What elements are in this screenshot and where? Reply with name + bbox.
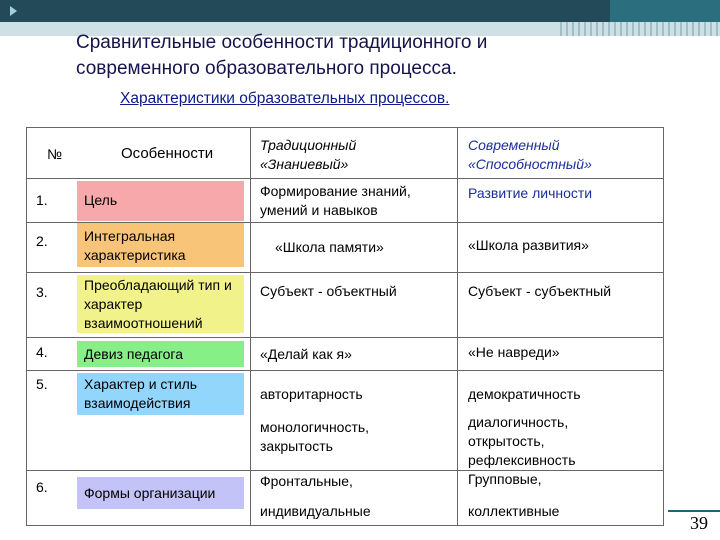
grid-hline: [26, 178, 664, 179]
row-feature: Интегральная характеристика: [84, 228, 186, 263]
row-number: 5.: [36, 376, 48, 392]
slide-title: [76, 30, 636, 82]
grid-vline-1: [26, 127, 27, 525]
row-traditional-extra: монологичность, закрытость: [260, 419, 370, 454]
row-traditional: Фронтальные,: [260, 473, 353, 489]
grid-hline-top: [26, 127, 664, 128]
row-modern: Развитие личности: [468, 185, 593, 201]
row-modern: «Не навреди»: [468, 344, 560, 360]
header-number: №: [47, 146, 63, 162]
play-triangle-icon: [10, 6, 17, 16]
row-feature: Характер и стиль взаимодействия: [84, 376, 198, 411]
header-bar-accent: [610, 0, 720, 22]
row-modern: демократичность: [468, 386, 581, 402]
header-modern-line1: Современный: [468, 137, 560, 153]
row-traditional: Формирование знаний, умений и навыков: [260, 183, 411, 218]
header-modern-line2: «Способностный»: [468, 156, 592, 172]
row-number: 4.: [36, 344, 48, 360]
page-number: 39: [690, 513, 708, 533]
grid-hline: [26, 272, 664, 273]
title-line-1: Сравнительные особенности традиционного и: [76, 32, 488, 53]
row-modern: Субъект - субъектный: [468, 283, 612, 299]
footer-line: [668, 510, 720, 512]
row-number: 3.: [36, 284, 48, 300]
row-modern: «Школа развития»: [468, 237, 589, 253]
row-modern-second: коллективные: [468, 503, 560, 519]
row-feature: Преобладающий тип и характер взаимоотношений: [84, 277, 232, 331]
row-feature: Цель: [84, 192, 118, 208]
header-modern: [468, 136, 592, 174]
grid-hline: [26, 370, 664, 371]
grid-vline-3: [457, 127, 458, 525]
row-feature: Формы организации: [84, 485, 216, 501]
header-traditional-line2: «Знаниевый»: [260, 156, 349, 172]
row-traditional: «Школа памяти»: [275, 239, 384, 255]
row-modern: Групповые,: [468, 471, 542, 487]
title-line-2: современного образовательного процесса.: [76, 58, 457, 79]
grid-hline: [26, 337, 664, 338]
row-traditional: «Делай как я»: [260, 346, 352, 362]
slide-subtitle: Характеристики образовательных процессов.: [120, 90, 450, 107]
grid-vline-4: [663, 127, 664, 525]
row-traditional-second: индивидуальные: [260, 503, 371, 519]
row-number: 2.: [36, 233, 48, 249]
row-modern-extra: диалогичность, открытость, рефлексивность: [468, 414, 576, 468]
grid-hline-bottom: [26, 525, 664, 526]
row-feature: Девиз педагога: [84, 346, 184, 362]
row-number: 1.: [36, 192, 48, 208]
row-traditional: Субъект - объектный: [260, 283, 397, 299]
header-traditional: [260, 136, 356, 174]
grid-hline: [26, 222, 664, 223]
row-traditional: авторитарность: [260, 386, 363, 402]
row-number: 6.: [36, 479, 48, 495]
header-traditional-line1: Традиционный: [260, 137, 357, 153]
grid-hline: [26, 470, 664, 471]
header-features: Особенности: [121, 145, 214, 162]
